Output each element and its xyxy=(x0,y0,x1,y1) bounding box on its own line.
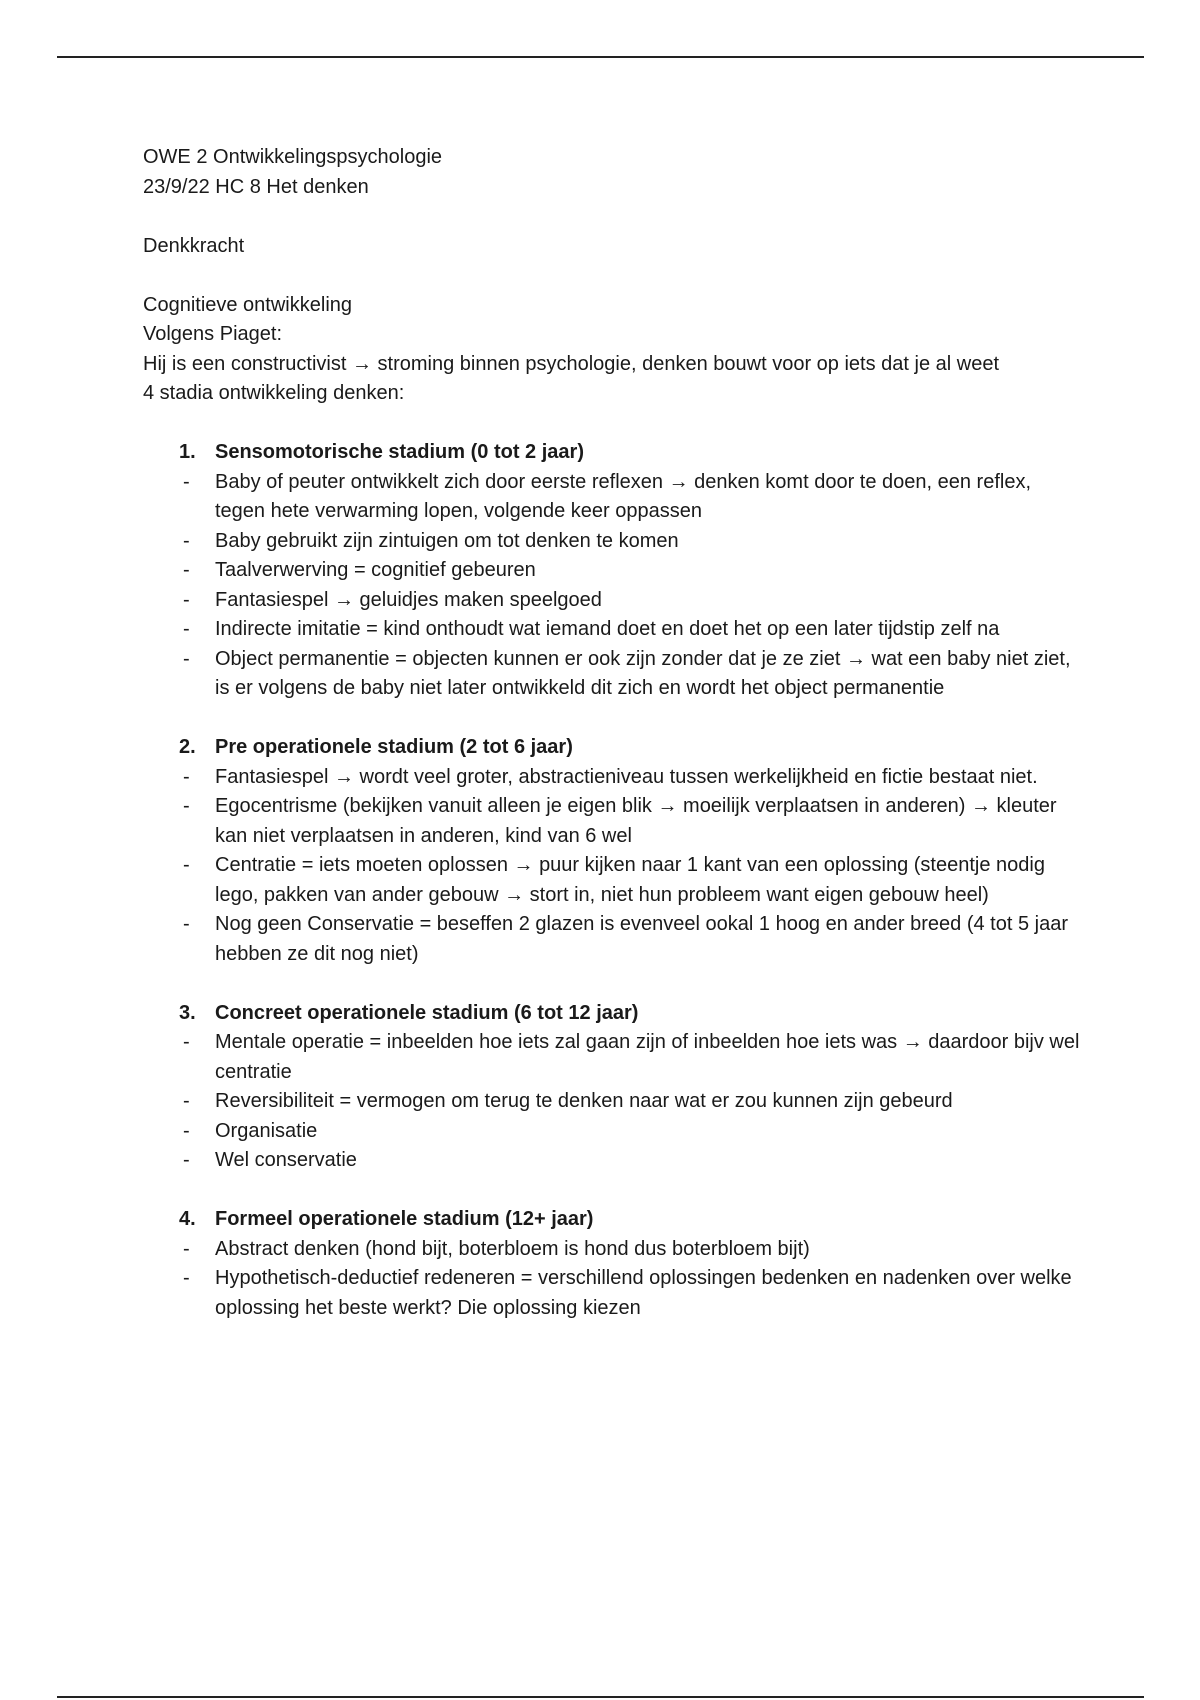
bullet-item: - Egocentrisme (bekijken vanuit alleen je eigen blik → moeilijk verplaatsen in anderen) → kleuter kan niet verplaatsen in anderen, kind van 6 wel xyxy=(143,792,1083,851)
stage-title: Concreet operationele stadium (6 tot 12 jaar) xyxy=(215,1001,639,1024)
bullet-item: - Wel conservatie xyxy=(143,1146,1083,1176)
lecture-title: 23/9/22 HC 8 Het denken xyxy=(143,175,369,198)
bullet-item: - Organisatie xyxy=(143,1117,1083,1147)
course-title: OWE 2 Ontwikkelingspsychologie xyxy=(143,146,443,168)
bullet-item: - Nog geen Conservatie = beseffen 2 glazen is evenveel ookal 1 hoog en ander breed (4 tot 5 jaar hebben ze dit nog niet) xyxy=(143,910,1083,969)
bullet-item: - Baby of peuter ontwikkelt zich door eerste reflexen → denken komt door te doen, een reflex, tegen hete verwarming lopen, volgende keer oppassen xyxy=(143,468,1083,527)
bullet-item: - Reversibiliteit = vermogen om terug te denken naar wat er zou kunnen zijn gebeurd xyxy=(143,1087,1083,1117)
bullet-item: - Object permanentie = objecten kunnen er ook zijn zonder dat je ze ziet → wat een baby niet ziet, is er volgens de baby niet later ontwikkeld dit zich en wordt het object permanentie xyxy=(143,645,1083,704)
bullet-item: - Abstract denken (hond bijt, boterbloem is hond dus boterbloem bijt) xyxy=(143,1235,1083,1265)
top-divider xyxy=(57,56,1144,58)
stage-heading xyxy=(143,438,1083,468)
bullet-item: - Hypothetisch-deductief redeneren = verschillend oplossingen bedenken en nadenken over welke oplossing het beste werkt? Die oplossing kiezen xyxy=(143,1264,1083,1323)
stage-bullets xyxy=(143,1235,1083,1324)
bullet-item: - Taalverwerving = cognitief gebeuren xyxy=(143,556,1083,586)
document-page xyxy=(143,143,1083,1323)
intro-line: 4 stadia ontwikkeling denken: xyxy=(143,382,405,404)
bullet-item: - Baby gebruikt zijn zintuigen om tot denken te komen xyxy=(143,527,1083,557)
stage-section xyxy=(143,999,1083,1176)
stage-number: 1. xyxy=(179,441,196,463)
bullet-item: - Fantasiespel → wordt veel groter, abstractieniveau tussen werkelijkheid en fictie bestaat niet. xyxy=(143,763,1083,793)
stage-bullets xyxy=(143,468,1083,704)
stage-heading xyxy=(143,1205,1083,1235)
stage-number: 3. xyxy=(179,1001,196,1024)
stage-title: Formeel operationele stadium (12+ jaar) xyxy=(215,1208,594,1230)
bullet-item: - Centratie = iets moeten oplossen → puur kijken naar 1 kant van een oplossing (steentje nodig lego, pakken van ander gebouw → stort in, niet hun probleem want eigen gebouw heel) xyxy=(143,851,1083,910)
stage-number: 2. xyxy=(179,736,196,758)
bottom-divider xyxy=(57,1696,1144,1698)
bullet-item: - Indirecte imitatie = kind onthoudt wat iemand doet en doet het op een later tijdstip zelf na xyxy=(143,615,1083,645)
stage-title: Pre operationele stadium (2 tot 6 jaar) xyxy=(215,736,573,758)
section-title: Denkkracht xyxy=(143,234,245,257)
bullet-item: - Fantasiespel → geluidjes maken speelgoed xyxy=(143,586,1083,616)
stage-number: 4. xyxy=(179,1208,196,1230)
intro-line: Hij is een constructivist → stroming binnen psychologie, denken bouwt voor op iets dat je al weet xyxy=(143,352,1000,375)
stage-section xyxy=(143,1205,1083,1323)
stage-section xyxy=(143,438,1083,704)
stage-heading xyxy=(143,999,1083,1029)
stage-bullets xyxy=(143,1028,1083,1176)
stage-heading xyxy=(143,733,1083,763)
intro-line: Cognitieve ontwikkeling xyxy=(143,293,353,316)
stage-bullets xyxy=(143,763,1083,970)
stage-title: Sensomotorische stadium (0 tot 2 jaar) xyxy=(215,441,584,463)
bullet-item: - Mentale operatie = inbeelden hoe iets zal gaan zijn of inbeelden hoe iets was → daardoor bijv wel centratie xyxy=(143,1028,1083,1087)
stage-section xyxy=(143,733,1083,969)
intro-line: Volgens Piaget: xyxy=(143,323,282,345)
